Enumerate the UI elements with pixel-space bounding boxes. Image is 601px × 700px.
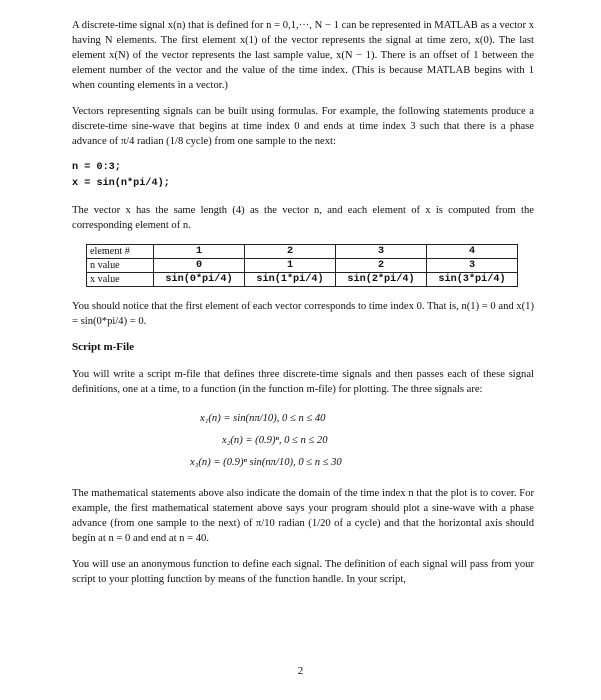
table-cell: 2 [336, 259, 427, 273]
equations-block [72, 408, 534, 474]
table-cell: sin(3*pi/4) [427, 273, 518, 287]
paragraph-anonymous-function: You will use an anonymous function to define each signal. The definition of each signal will pass from your script to your plotting function by means of the function handle. In your script, [72, 559, 534, 585]
table-cell: 1 [154, 245, 245, 259]
table-row [87, 245, 518, 259]
equation-x2: x₂(n) = (0.9)ⁿ, 0 ≤ n ≤ 20 [222, 435, 328, 446]
section-title: Script m-File [72, 341, 135, 353]
table-cell: 3 [336, 245, 427, 259]
page-number: 2 [297, 665, 304, 677]
element-table-wrapper [86, 244, 534, 287]
equation-x3: x₃(n) = (0.9)ⁿ sin(nπ/10), 0 ≤ n ≤ 30 [190, 457, 342, 468]
document-page [72, 18, 534, 598]
code-line-2: x = sin(n*pi/4); [72, 178, 170, 189]
table-cell: 1 [245, 259, 336, 273]
code-line-1: n = 0:3; [72, 162, 121, 173]
row-label: element # [87, 245, 154, 259]
equation-x1: x₁(n) = sin(nπ/10), 0 ≤ n ≤ 40 [200, 413, 326, 424]
paragraph-domain: The mathematical statements above also indicate the domain of the time index n that the plot is to cover. For example, the first mathematical statement above says your program should plot a sine-wave with a phase advance (from one sample to the next) of π/10 radian (1/20 of a cycle) and that the horizontal axis should begin at n = 0 and end at n = 40. [72, 488, 534, 544]
row-label: x value [87, 273, 154, 287]
table-cell: sin(2*pi/4) [336, 273, 427, 287]
paragraph-vectors-formulas: Vectors representing signals can be built using formulas. For example, the following statements produce a discrete-time sine-wave that begins at time index 0 and ends at time index 3 such that there is a phase advance of π/4 radian (1/8 cycle) from one sample to the next: [72, 106, 534, 147]
paragraph-script-description: You will write a script m-file that defines three discrete-time signals and then passes each of these signal definitions, one at a time, to a function (in the function m-file) for plotting. The three signals are: [72, 369, 534, 395]
paragraph-first-element-note: You should notice that the first element of each vector corresponds to time index 0. That is, n(1) = 0 and x(1) = sin(0*pi/4) = 0. [72, 301, 534, 327]
table-row [87, 259, 518, 273]
table-cell: sin(0*pi/4) [154, 273, 245, 287]
element-table [86, 244, 518, 287]
code-block [72, 160, 534, 192]
table-cell: 3 [427, 259, 518, 273]
table-cell: 4 [427, 245, 518, 259]
table-cell: 0 [154, 259, 245, 273]
row-label: n value [87, 259, 154, 273]
table-row [87, 273, 518, 287]
paragraph-intro: A discrete-time signal x(n) that is defined for n = 0,1,···, N − 1 can be represented in MATLAB as a vector x having N elements. The first element x(1) of the vector represents the signal at time zero, x(0). The last element x(N) of the vector represents the last sample value, x(N − 1). There is an offset of 1 between the element number of the vector and the value of the time index. (This is because MATLAB begins with 1 when counting elements in a vector.) [72, 20, 534, 91]
table-cell: 2 [245, 245, 336, 259]
paragraph-vector-length: The vector x has the same length (4) as the vector n, and each element of x is computed from the corresponding element of n. [72, 205, 534, 231]
table-cell: sin(1*pi/4) [245, 273, 336, 287]
